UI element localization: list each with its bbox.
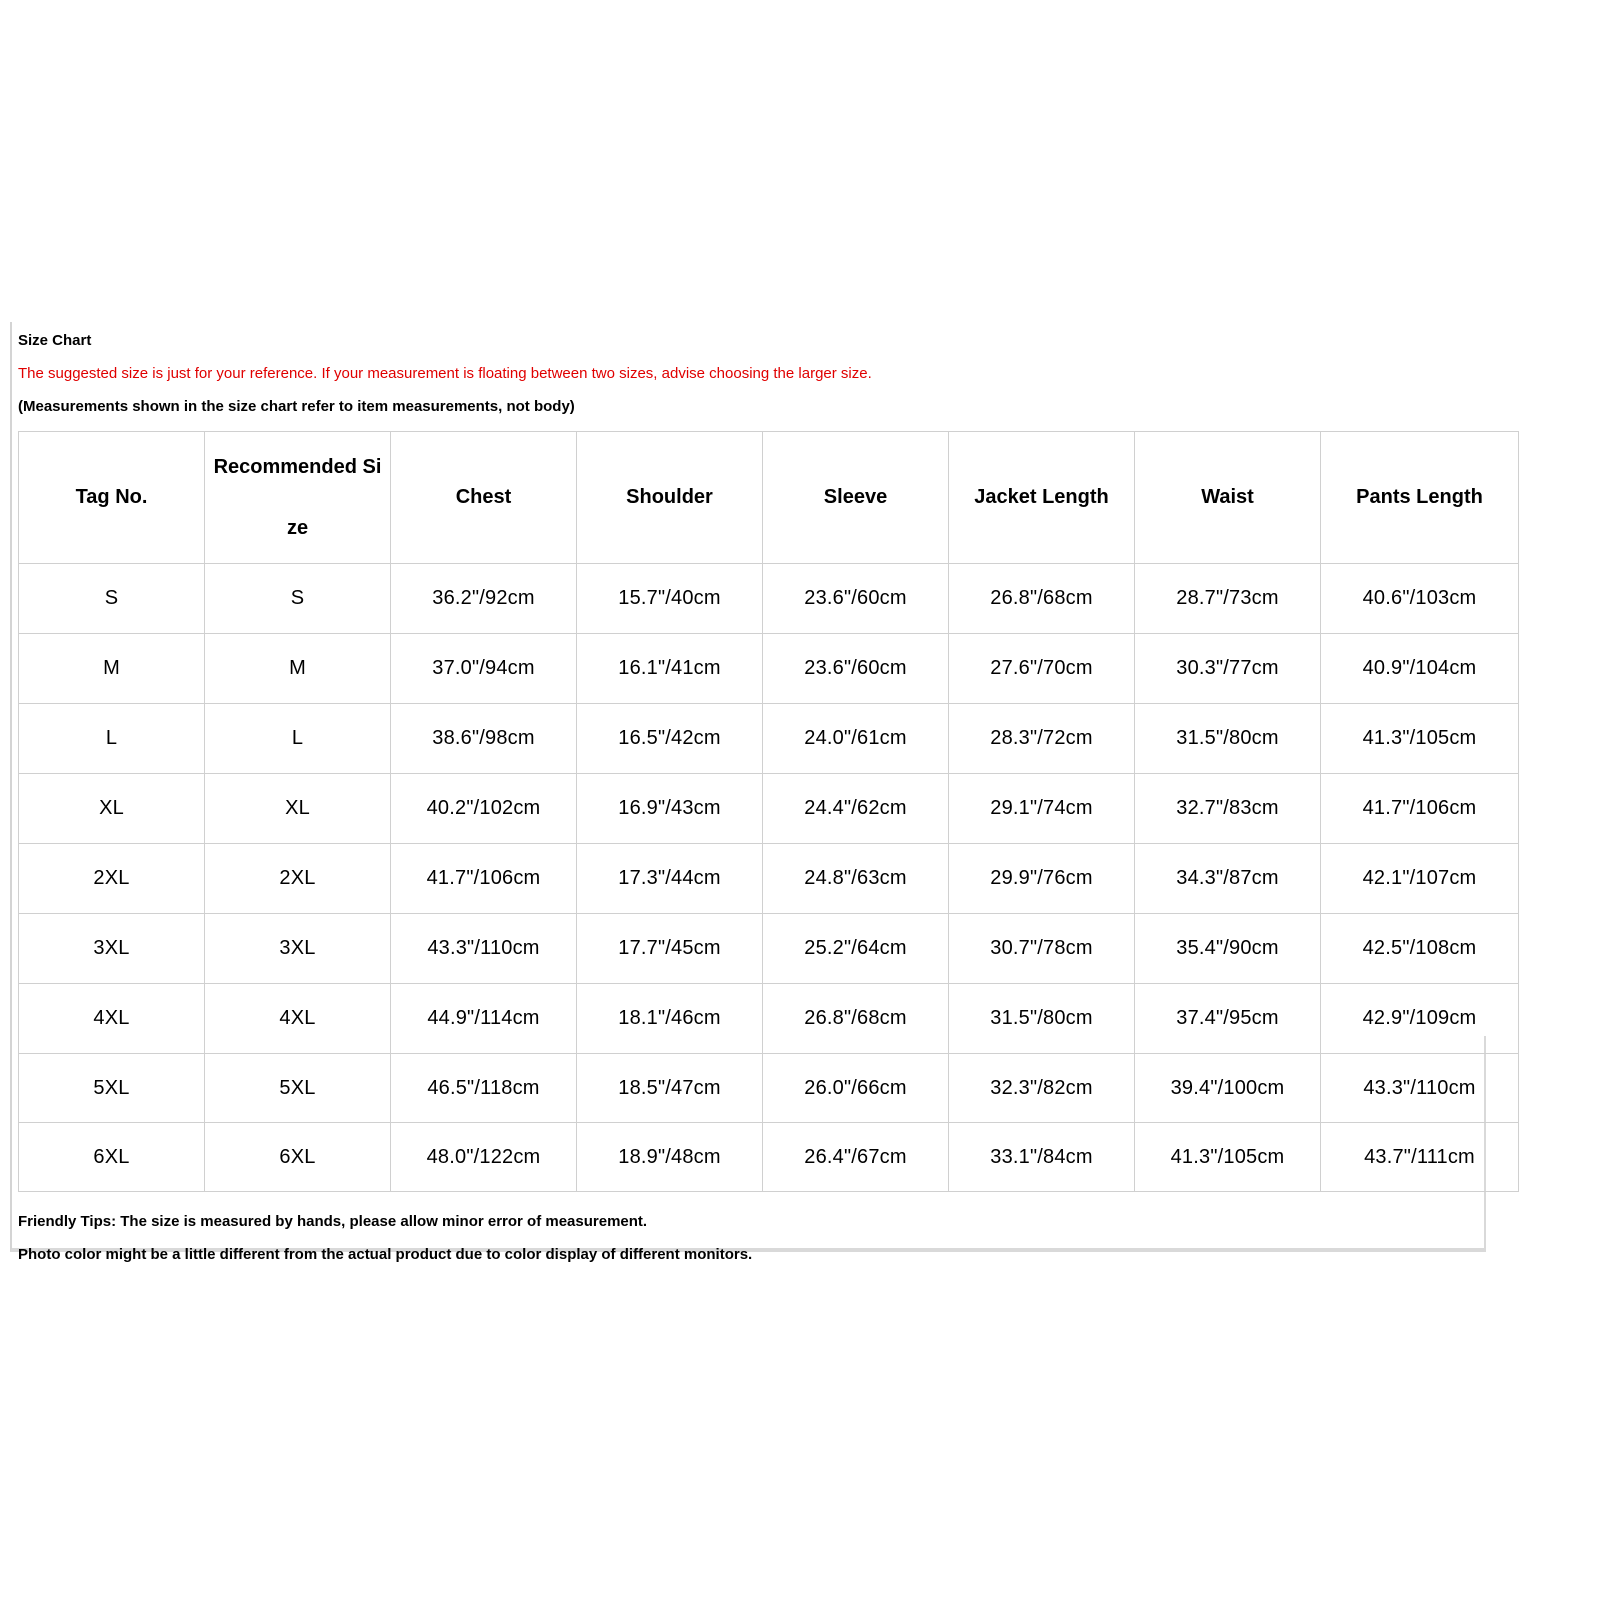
header-shoulder: Shoulder: [577, 432, 763, 564]
cell-sleeve: 24.4"/62cm: [763, 774, 949, 844]
table-row: [19, 914, 1519, 984]
cell-tag: S: [19, 564, 205, 634]
cell-recommended: 3XL: [205, 914, 391, 984]
cell-tag: L: [19, 704, 205, 774]
size-table: [18, 431, 1519, 1192]
cell-shoulder: 15.7"/40cm: [577, 564, 763, 634]
cell-pants-length: 40.6"/103cm: [1321, 564, 1519, 634]
table-header-row: [19, 432, 1519, 564]
cell-chest: 41.7"/106cm: [391, 844, 577, 914]
table-row: [19, 1123, 1519, 1192]
cell-waist: 37.4"/95cm: [1135, 984, 1321, 1054]
cell-pants-length: 43.3"/110cm: [1321, 1054, 1519, 1123]
cell-shoulder: 18.1"/46cm: [577, 984, 763, 1054]
cell-waist: 30.3"/77cm: [1135, 634, 1321, 704]
cell-chest: 40.2"/102cm: [391, 774, 577, 844]
cell-sleeve: 26.4"/67cm: [763, 1123, 949, 1192]
size-suggestion-text: The suggested size is just for your reference. If your measurement is floating between two sizes, advise choosing the larger size.: [18, 365, 872, 382]
cell-chest: 43.3"/110cm: [391, 914, 577, 984]
cell-waist: 39.4"/100cm: [1135, 1054, 1321, 1123]
cell-sleeve: 23.6"/60cm: [763, 634, 949, 704]
cell-tag: 2XL: [19, 844, 205, 914]
cell-jacket-length: 33.1"/84cm: [949, 1123, 1135, 1192]
cell-pants-length: 43.7"/111cm: [1321, 1123, 1519, 1192]
photo-color-note: Photo color might be a little different from the actual product due to color display of different monitors.: [18, 1246, 753, 1263]
cell-waist: 28.7"/73cm: [1135, 564, 1321, 634]
header-pants-length: Pants Length: [1321, 432, 1519, 564]
cell-tag: 5XL: [19, 1054, 205, 1123]
cell-recommended: 6XL: [205, 1123, 391, 1192]
cell-tag: XL: [19, 774, 205, 844]
cell-jacket-length: 28.3"/72cm: [949, 704, 1135, 774]
cell-pants-length: 41.7"/106cm: [1321, 774, 1519, 844]
size-chart-title: Size Chart: [18, 332, 92, 349]
cell-chest: 37.0"/94cm: [391, 634, 577, 704]
header-recommended-size: Recommended Size: [205, 432, 391, 564]
cell-recommended: 4XL: [205, 984, 391, 1054]
cell-waist: 35.4"/90cm: [1135, 914, 1321, 984]
cell-jacket-length: 27.6"/70cm: [949, 634, 1135, 704]
cell-shoulder: 16.5"/42cm: [577, 704, 763, 774]
cell-waist: 41.3"/105cm: [1135, 1123, 1321, 1192]
cell-sleeve: 26.0"/66cm: [763, 1054, 949, 1123]
cell-shoulder: 17.3"/44cm: [577, 844, 763, 914]
cell-waist: 34.3"/87cm: [1135, 844, 1321, 914]
table-row: [19, 1054, 1519, 1123]
header-chest: Chest: [391, 432, 577, 564]
cell-jacket-length: 26.8"/68cm: [949, 564, 1135, 634]
table-row: [19, 704, 1519, 774]
cell-sleeve: 25.2"/64cm: [763, 914, 949, 984]
cell-recommended: M: [205, 634, 391, 704]
cell-shoulder: 18.9"/48cm: [577, 1123, 763, 1192]
cell-sleeve: 24.8"/63cm: [763, 844, 949, 914]
cell-recommended: 2XL: [205, 844, 391, 914]
cell-shoulder: 17.7"/45cm: [577, 914, 763, 984]
cell-chest: 46.5"/118cm: [391, 1054, 577, 1123]
cell-sleeve: 24.0"/61cm: [763, 704, 949, 774]
table-row: [19, 774, 1519, 844]
header-jacket-length: Jacket Length: [949, 432, 1135, 564]
cell-sleeve: 26.8"/68cm: [763, 984, 949, 1054]
cell-pants-length: 42.1"/107cm: [1321, 844, 1519, 914]
cell-waist: 32.7"/83cm: [1135, 774, 1321, 844]
header-waist: Waist: [1135, 432, 1321, 564]
cell-recommended: S: [205, 564, 391, 634]
cell-recommended: L: [205, 704, 391, 774]
cell-jacket-length: 31.5"/80cm: [949, 984, 1135, 1054]
cell-waist: 31.5"/80cm: [1135, 704, 1321, 774]
cell-chest: 44.9"/114cm: [391, 984, 577, 1054]
header-tag-no: Tag No.: [19, 432, 205, 564]
measurement-note: (Measurements shown in the size chart refer to item measurements, not body): [18, 398, 575, 415]
cell-pants-length: 40.9"/104cm: [1321, 634, 1519, 704]
cell-jacket-length: 29.9"/76cm: [949, 844, 1135, 914]
cell-sleeve: 23.6"/60cm: [763, 564, 949, 634]
cell-tag: 3XL: [19, 914, 205, 984]
header-sleeve: Sleeve: [763, 432, 949, 564]
cell-tag: M: [19, 634, 205, 704]
table-row: [19, 984, 1519, 1054]
cell-recommended: 5XL: [205, 1054, 391, 1123]
cell-jacket-length: 32.3"/82cm: [949, 1054, 1135, 1123]
cell-chest: 48.0"/122cm: [391, 1123, 577, 1192]
cell-pants-length: 41.3"/105cm: [1321, 704, 1519, 774]
cell-jacket-length: 29.1"/74cm: [949, 774, 1135, 844]
cell-pants-length: 42.5"/108cm: [1321, 914, 1519, 984]
cell-chest: 38.6"/98cm: [391, 704, 577, 774]
table-row: [19, 634, 1519, 704]
table-row: [19, 844, 1519, 914]
cell-shoulder: 16.9"/43cm: [577, 774, 763, 844]
cell-shoulder: 16.1"/41cm: [577, 634, 763, 704]
cell-pants-length: 42.9"/109cm: [1321, 984, 1519, 1054]
cell-recommended: XL: [205, 774, 391, 844]
table-row: [19, 564, 1519, 634]
cell-tag: 6XL: [19, 1123, 205, 1192]
cell-jacket-length: 30.7"/78cm: [949, 914, 1135, 984]
cell-chest: 36.2"/92cm: [391, 564, 577, 634]
friendly-tips-text: Friendly Tips: The size is measured by hands, please allow minor error of measurement.: [18, 1213, 648, 1230]
cell-tag: 4XL: [19, 984, 205, 1054]
cell-shoulder: 18.5"/47cm: [577, 1054, 763, 1123]
